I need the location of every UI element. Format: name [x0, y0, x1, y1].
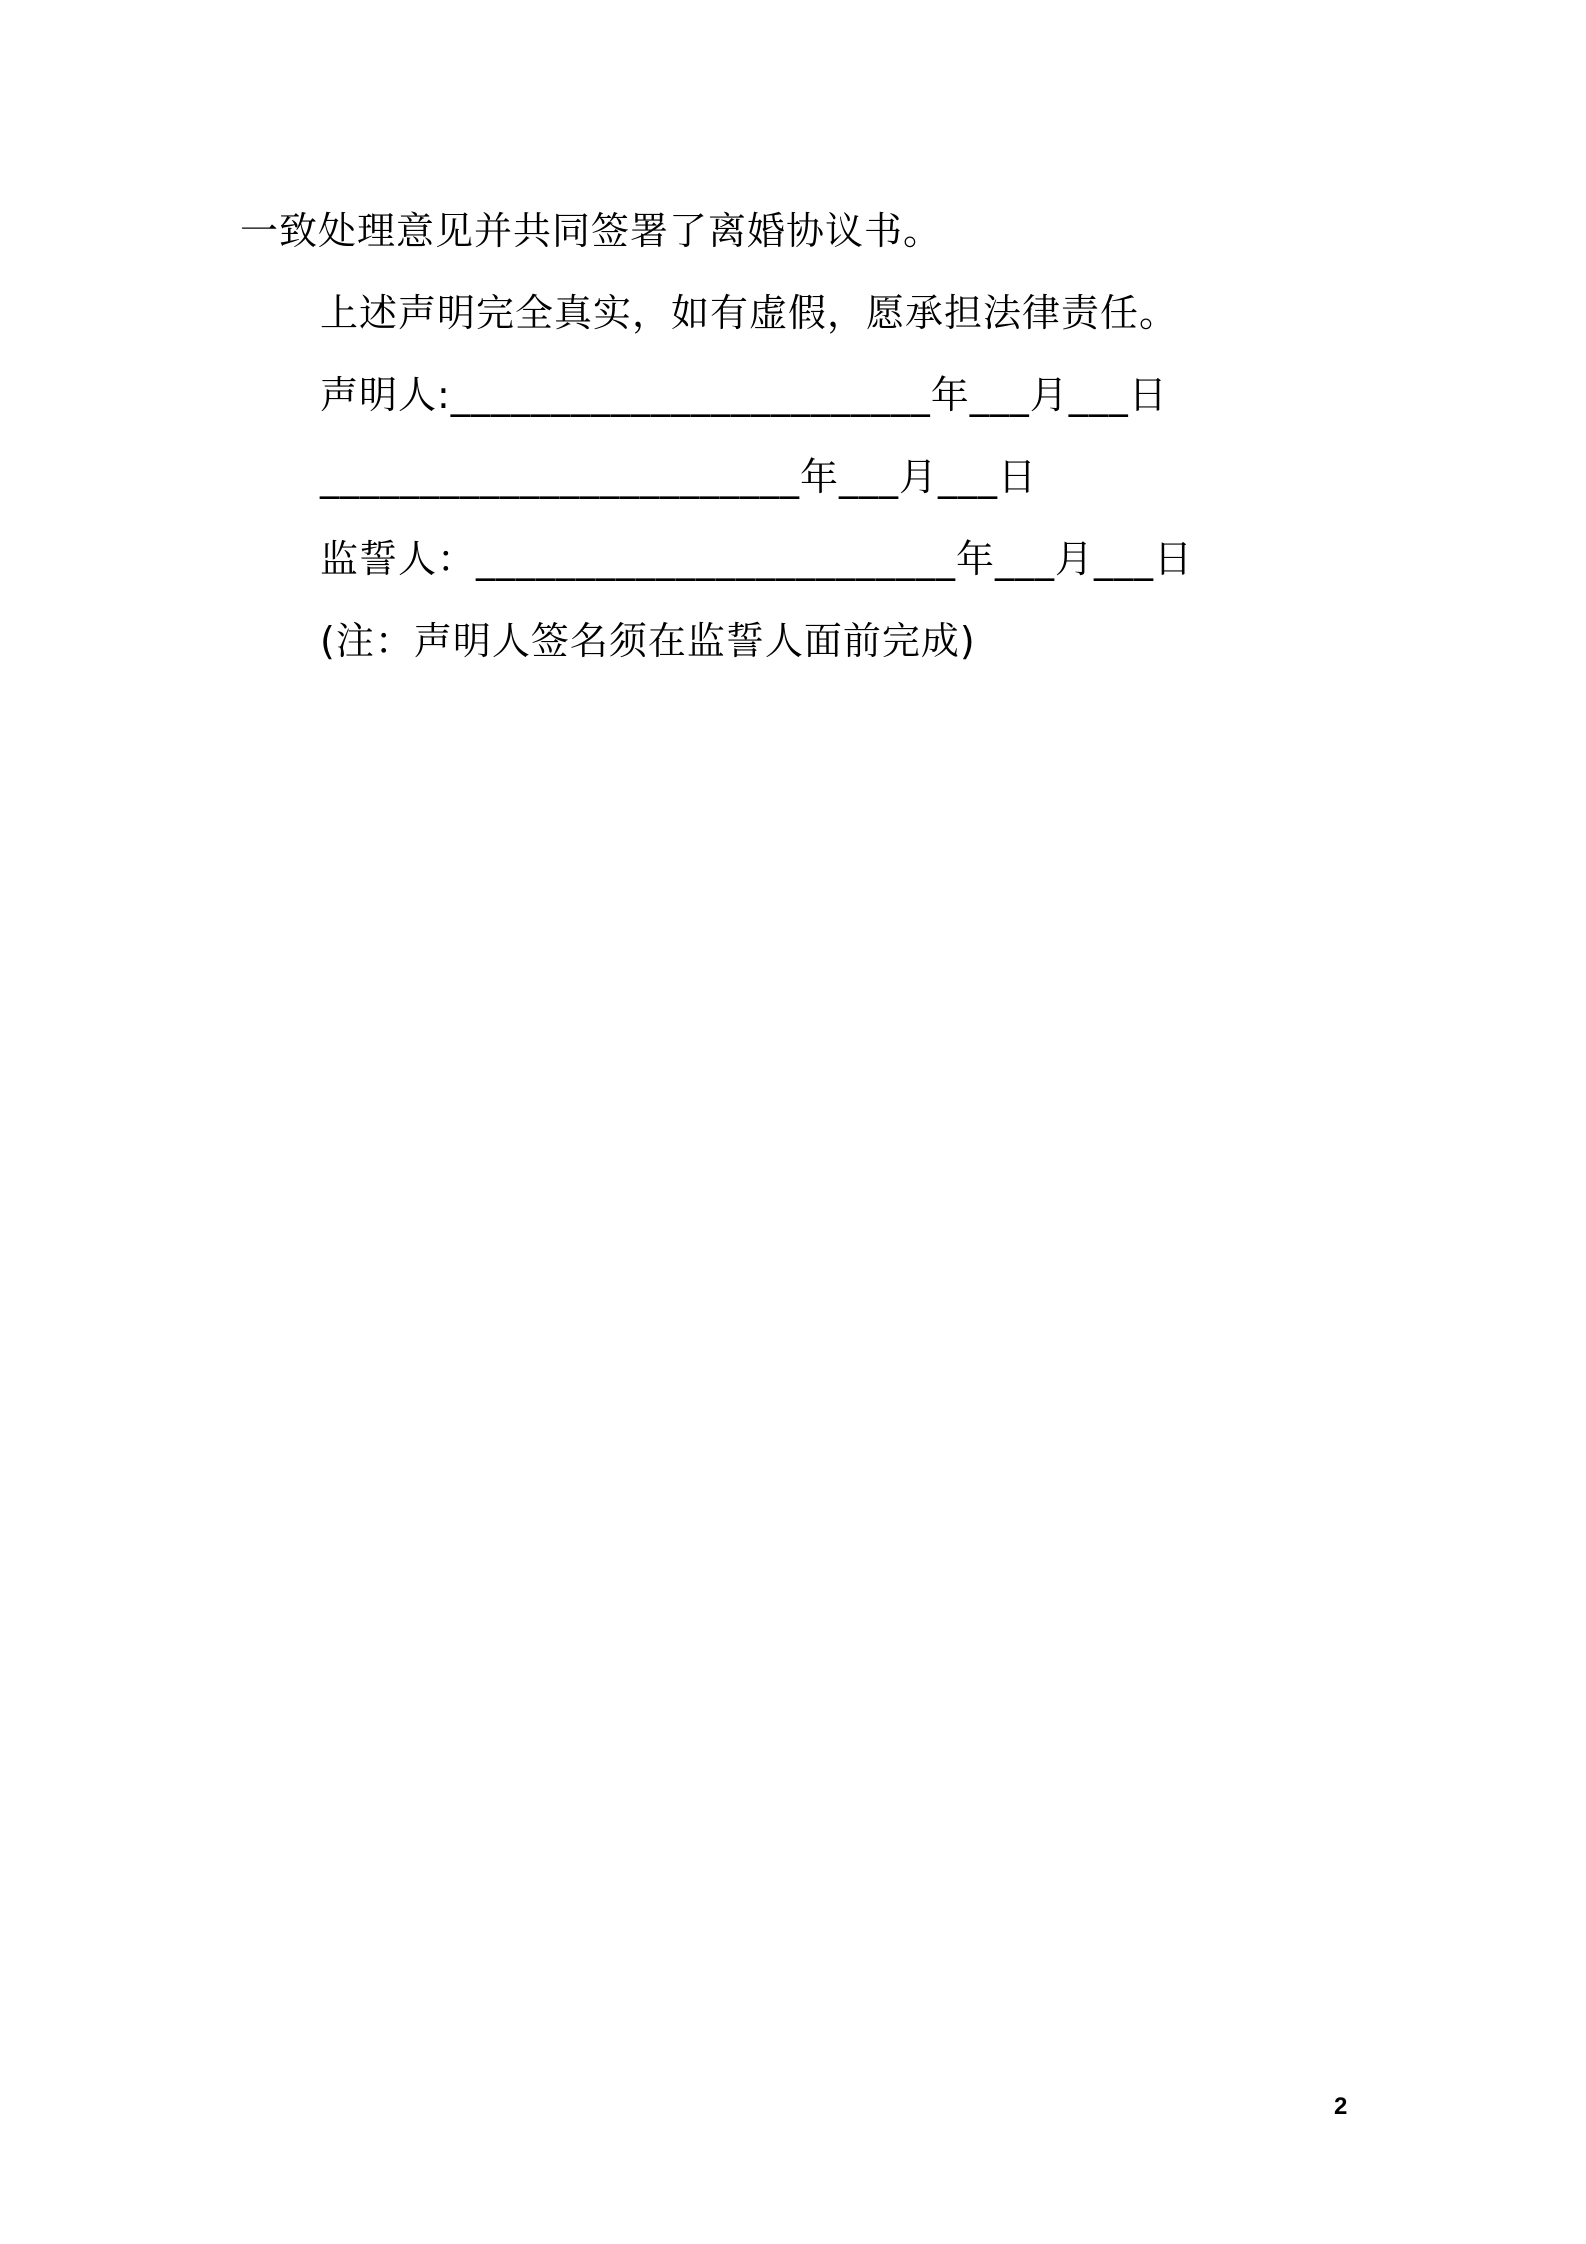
supervisor-signature-line: 监誓人：________________________年___月___日	[320, 537, 1194, 581]
page-number: 2	[1334, 2093, 1348, 2120]
paragraph-agreement-signed: 一致处理意见并共同签署了离婚协议书。	[240, 209, 943, 253]
declarant-signature-line: 声明人:________________________年___月___日	[320, 373, 1168, 417]
paragraph-declaration-truth: 上述声明完全真实，如有虚假，愿承担法律责任。	[320, 291, 1179, 335]
second-declarant-signature-line: ________________________年___月___日	[320, 455, 1038, 499]
signature-note: (注：声明人签名须在监誓人面前完成)	[320, 619, 976, 663]
